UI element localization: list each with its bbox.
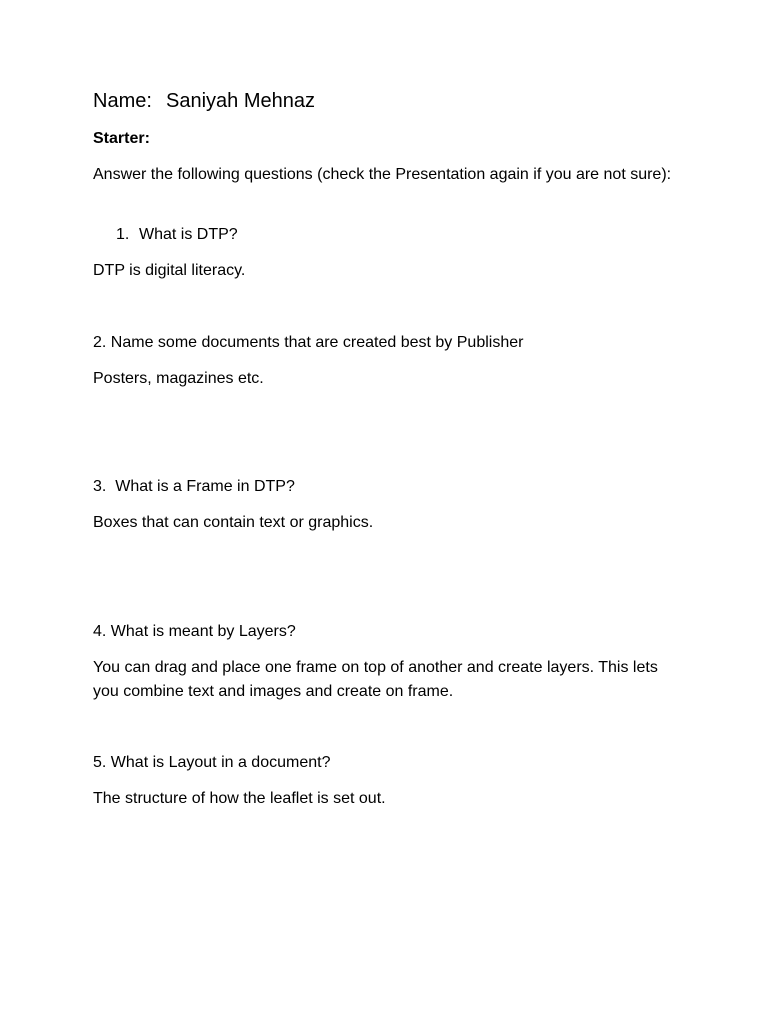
question-1-text: What is DTP?: [139, 226, 238, 243]
answer-3: Boxes that can contain text or graphics.: [93, 514, 374, 531]
starter-heading: Starter:: [93, 130, 150, 147]
question-2: 2. Name some documents that are created best by Publisher: [93, 334, 524, 351]
answer-1: DTP is digital literacy.: [93, 262, 246, 279]
answer-4: You can drag and place one frame on top of another and create layers. This lets you combine text and images and create on frame.: [93, 659, 658, 700]
question-5: 5. What is Layout in a document?: [93, 754, 331, 771]
answer-5: The structure of how the leaflet is set out.: [93, 790, 386, 807]
answer-2: Posters, magazines etc.: [93, 370, 264, 387]
name-value: Saniyah Mehnaz: [166, 90, 315, 112]
question-1-number: 1.: [116, 226, 130, 243]
question-1: [116, 223, 716, 247]
question-3: 3. What is a Frame in DTP?: [93, 478, 295, 495]
instructions-text: Answer the following questions (check the Presentation again if you are not sure):: [93, 166, 672, 183]
name-line: [93, 87, 693, 115]
name-label: Name:: [93, 90, 152, 112]
question-4: 4. What is meant by Layers?: [93, 623, 296, 640]
